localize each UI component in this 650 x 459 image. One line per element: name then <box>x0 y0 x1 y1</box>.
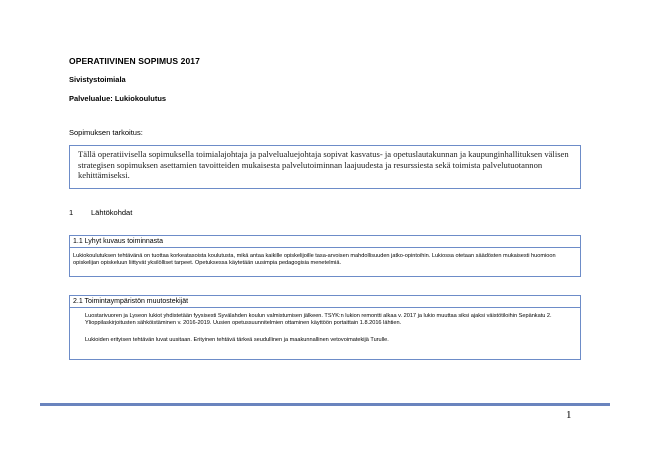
environment-changes-body <box>70 308 580 345</box>
document-title: OPERATIIVINEN SOPIMUS 2017 <box>69 56 200 66</box>
environment-changes-paragraph-2: Lukioiden erityisen tehtävän luvat uusitaan. Erityinen tehtävä tärkeä seudullinen ja maakunnallinen vetovoimatekijä Turulle. <box>85 337 389 344</box>
purpose-text: Tällä operatiivisella sopimuksella toimialajohtaja ja palvelualuejohtaja sopivat kasvatus- ja opetuslautakunnan ja kaupunginhallituksen välisen strategisen sopimuksen asettamien tavoitteiden mukaisesta palvelutoiminnan laajuudesta ja resurssiesta sekä toimista palvelutuotannon kehittämiseksi. <box>78 149 569 180</box>
description-box <box>69 235 581 277</box>
purpose-label: Sopimuksen tarkoitus: <box>69 128 143 137</box>
service-area: Palvelualue: Lukiokoulutus <box>69 94 167 103</box>
document-subtitle: Sivistystoimiala <box>69 75 126 84</box>
description-text: Lukiokoulutuksen tehtävänä on tuottaa korkeatasoista koulutusta, mikä antaa kaikille opiskelijoille tasa-arvoisen mahdollisuuden jatko-opintoihin. Lukiossa otetaan säädösten mukaisesti huomioon opiskelijan opiskeluun liittyvät yksilölliset tarpeet. Opetuksessa käytetään uusimpia pedagogisia menetelmiä. <box>73 253 556 267</box>
description-heading: 1.1 Lyhyt kuvaus toiminnasta <box>70 236 580 248</box>
section-heading <box>69 208 132 217</box>
footer-rule <box>40 403 610 406</box>
environment-changes-heading: 2.1 Toimintaympäristön muutostekijät <box>70 296 580 308</box>
purpose-box <box>69 145 581 189</box>
section-title: Lähtökohdat <box>91 208 133 217</box>
page-number: 1 <box>566 409 572 421</box>
section-number: 1 <box>69 208 74 217</box>
environment-changes-paragraph-1: Luostarivuoren ja Lyseon lukiot yhdistetään fyysisesti Syvälahden koulun valmistumisen jälkeen. TSYK:n lukion remontti alkaa v. 2017 ja lukio muuttaa siksi ajaksi väistötiloihin Sepänkatu 2. Ylioppilaskirjoitusten sähköistäminen v. 2016-2019. Uusien opetussuunnitelmien ottaminen käyttöön portaittain 1.8.2016 lähtien. <box>85 313 552 327</box>
environment-changes-box <box>69 295 581 360</box>
